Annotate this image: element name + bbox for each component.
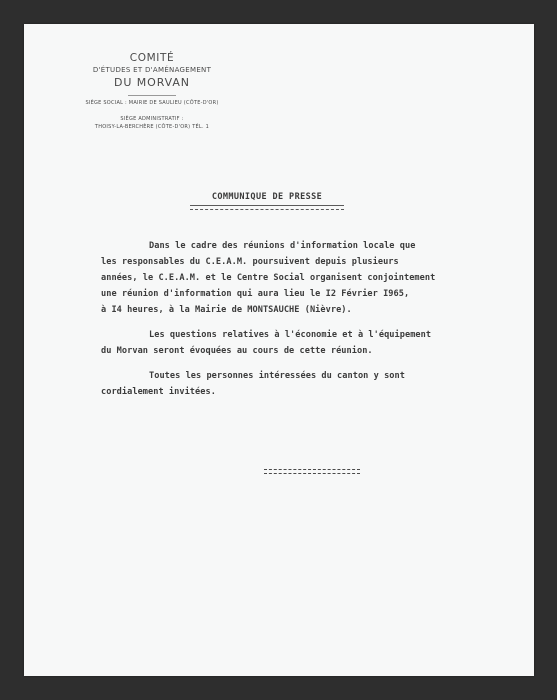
text-line: Dans le cadre des réunions d'information locale que xyxy=(149,241,416,251)
title-underline xyxy=(190,205,344,210)
letterhead-admin-address: THOISY-LA-BERCHÈRE (CÔTE-D'OR) TÉL. 1 xyxy=(94,124,210,130)
text-line: une réunion d'information qui aura lieu le I2 Février I965, xyxy=(101,289,410,299)
text-line: Toutes les personnes intéressées du canton y sont xyxy=(149,371,405,381)
text-line: les responsables du C.E.A.M. poursuivent depuis plusieurs xyxy=(101,257,399,267)
letterhead-admin-label: SIÈGE ADMINISTRATIF : xyxy=(120,116,184,122)
text-line: du Morvan seront évoquées au cours de cette réunion. xyxy=(101,346,373,356)
text-line: années, le C.E.A.M. et le Centre Social organisent conjointement xyxy=(101,273,436,283)
text-line: Les questions relatives à l'économie et à l'équipement xyxy=(149,330,432,340)
document-body xyxy=(101,238,501,409)
letterhead-etudes: D'ÉTUDES ET D'AMÉNAGEMENT xyxy=(92,66,212,74)
end-of-text-rule xyxy=(264,469,360,474)
letterhead xyxy=(62,52,242,131)
document-title: COMMUNIQUE DE PRESSE xyxy=(211,192,323,202)
letterhead-morvan: DU MORVAN xyxy=(114,76,190,89)
letterhead-comite: COMITÉ xyxy=(129,52,175,64)
paragraph-2 xyxy=(101,327,501,359)
letterhead-divider xyxy=(128,95,176,96)
document-title-block xyxy=(182,192,352,210)
text-line: cordialement invitées. xyxy=(101,387,216,397)
document-page xyxy=(24,24,534,676)
paragraph-1 xyxy=(101,238,501,318)
paragraph-3 xyxy=(101,368,501,400)
letterhead-seat: SIÈGE SOCIAL : MAIRIE DE SAULIEU (CÔTE-D'OR) xyxy=(85,100,219,106)
text-line: à I4 heures, à la Mairie de MONTSAUCHE (Nièvre). xyxy=(101,305,352,315)
